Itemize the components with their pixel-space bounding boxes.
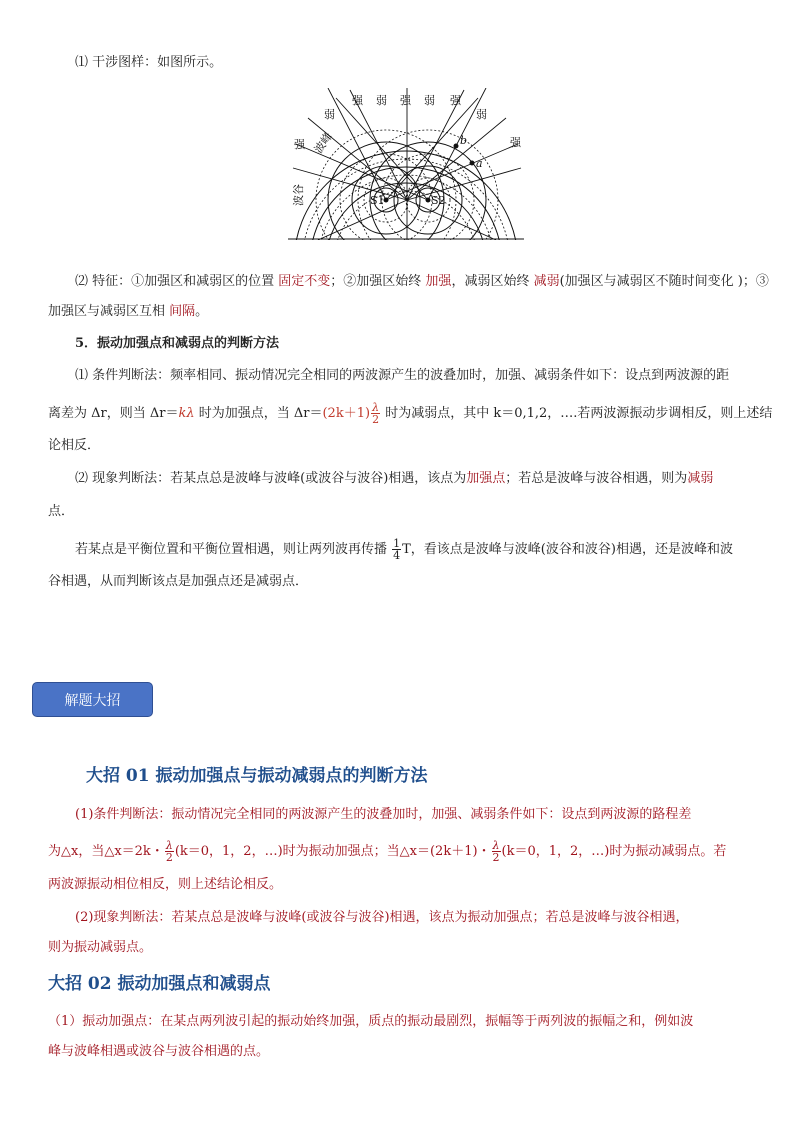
label-s2: S2 xyxy=(431,194,446,207)
s5-c1-fraction xyxy=(371,402,380,425)
s5-c1-klambda: kλ xyxy=(178,406,195,421)
label-point-b: b xyxy=(460,134,468,147)
trick1-line3: 两波源振动相位相反，则上述结论相反。 xyxy=(48,877,283,892)
s5-c2-line2: 点． xyxy=(48,504,75,519)
features-interval: 间隔 xyxy=(169,304,196,319)
s5-c3-l1b: T，看该点是波峰与波峰(波谷和波谷)相遇，还是波峰和波 xyxy=(402,542,733,557)
solution-tricks-button[interactable]: 解题大招 xyxy=(32,682,153,717)
trick1-l2a: 为△x，当△x＝2k・ xyxy=(48,844,164,859)
s5-c1-line2 xyxy=(48,402,772,425)
label-weak-4: 弱 xyxy=(476,108,487,121)
s5-c1-line3: 论相反． xyxy=(48,438,101,453)
trick1-line4: (2)现象判断法：若某点总是波峰与波峰(或波谷与波谷)相遇，该点为振动加强点；若总是波峰与波谷相遇， xyxy=(75,910,689,925)
label-s1: S1 xyxy=(370,194,385,207)
trick2-title: 大招 02 振动加强点和减弱点 xyxy=(48,974,271,994)
features-text-3c: 。 xyxy=(195,304,209,319)
trick1-frac1-num: λ xyxy=(165,839,173,852)
trick1-line2 xyxy=(48,840,726,863)
wave-rings xyxy=(294,151,518,240)
point-b-dot xyxy=(454,144,459,149)
s5-c1-frac-den: 2 xyxy=(372,413,380,426)
s5-c2-line1 xyxy=(75,470,713,488)
trick1-frac1 xyxy=(165,840,174,863)
label-weak-2: 弱 xyxy=(424,94,435,107)
trick1-line1: (1)条件判断法：振动情况完全相同的两波源产生的波叠加时，加强、减弱条件如下：设点到两波源的路程差 xyxy=(75,807,692,822)
features-text-a: ⑵ 特征：①加强区和减弱区的位置 xyxy=(75,274,279,289)
point-a-dot xyxy=(470,161,475,166)
label-strong-3: 强 xyxy=(450,94,461,107)
features-text-3a: 加强区与减弱区互相 xyxy=(48,304,170,319)
trick1-frac2-num: λ xyxy=(492,839,500,852)
label-trough: 波谷 xyxy=(292,184,305,206)
s5-c3-l1a: 若某点是平衡位置和平衡位置相遇，则让两列波再传播 xyxy=(75,542,392,557)
s5-c3-line1 xyxy=(75,538,733,561)
s5-c2-l1c: ；若总是波峰与波谷相遇，则为 xyxy=(505,471,688,486)
label-strong-5: 强 xyxy=(510,136,521,149)
interference-diagram xyxy=(288,88,524,240)
s5-c1-l2e: 时为减弱点，其中 k＝0,1,2，….若两波源振动步调相反，则上述结 xyxy=(381,406,773,421)
features-text-c: ；②加强区始终 xyxy=(330,274,426,289)
s5-c1-line1: ⑴ 条件判断法：频率相同、振动情况完全相同的两波源产生的波叠加时，加强、减弱条件如下：设点到两波源的距 xyxy=(75,368,730,383)
label-strong-2: 强 xyxy=(400,94,411,107)
label-crest: 波峰 xyxy=(311,130,336,156)
s5-c3-frac-num: 1 xyxy=(393,537,401,550)
s5-c1-l2a: 离差为 Δr，则当 Δr＝ xyxy=(48,406,179,421)
trick1-frac1-den: 2 xyxy=(165,851,173,864)
s5-c2-weak: 减弱 xyxy=(687,471,714,486)
source-s2-dot xyxy=(426,198,431,203)
trick2-line1: （1）振动加强点：在某点两列波引起的振动始终加强，质点的振动最剧烈，振幅等于两列波的振幅之和，例如波 xyxy=(48,1014,694,1029)
features-fixed: 固定不变 xyxy=(278,274,331,289)
s5-c3-frac-den: 4 xyxy=(393,549,401,562)
s5-c2-l1a: ⑵ 现象判断法：若某点总是波峰与波峰(或波谷与波谷)相遇，该点为 xyxy=(75,471,467,486)
trick2-line2: 峰与波峰相遇或波谷与波谷相遇的点。 xyxy=(48,1044,270,1059)
s5-c2-strong-point: 加强点 xyxy=(466,471,506,486)
interference-pattern-text: ⑴ 干涉图样：如图所示。 xyxy=(75,55,223,70)
label-strong-1: 强 xyxy=(352,94,363,107)
label-weak-1: 弱 xyxy=(376,94,387,107)
trick1-frac2-den: 2 xyxy=(492,851,500,864)
trick1-l2c: (k＝0，1，2，…)时为振动减弱点。若 xyxy=(501,844,727,859)
features-strong: 加强 xyxy=(425,274,452,289)
s5-c1-2k1: (2k＋1) xyxy=(322,406,371,421)
features-line-1 xyxy=(75,273,769,291)
trick1-frac2 xyxy=(492,840,501,863)
features-weak: 减弱 xyxy=(533,274,560,289)
features-text-e: ，减弱区始终 xyxy=(451,274,534,289)
features-text-g: (加强区与减弱区不随时间变化 )；③ xyxy=(559,274,769,289)
trick1-title: 大招 01 振动加强点与振动减弱点的判断方法 xyxy=(86,766,428,786)
s5-c3-line2: 谷相遇，从而判断该点是加强点还是减弱点． xyxy=(48,574,309,589)
s5-c1-l2c: 时为加强点，当 Δr＝ xyxy=(194,406,323,421)
trick1-l2b: (k＝0，1，2，…)时为振动加强点；当△x＝(2k＋1)・ xyxy=(174,844,491,859)
s5-c3-fraction xyxy=(392,538,401,561)
interference-pattern-line xyxy=(75,54,222,72)
trick1-line5: 则为振动减弱点。 xyxy=(48,940,153,955)
features-line-2 xyxy=(48,303,208,321)
label-strong-4: 强 xyxy=(294,138,305,151)
s5-c1-frac-num: λ xyxy=(372,401,380,414)
section5-title: 5．振动加强点和减弱点的判断方法 xyxy=(75,336,280,351)
label-point-a: a xyxy=(476,157,483,170)
label-weak-3: 弱 xyxy=(324,108,335,121)
